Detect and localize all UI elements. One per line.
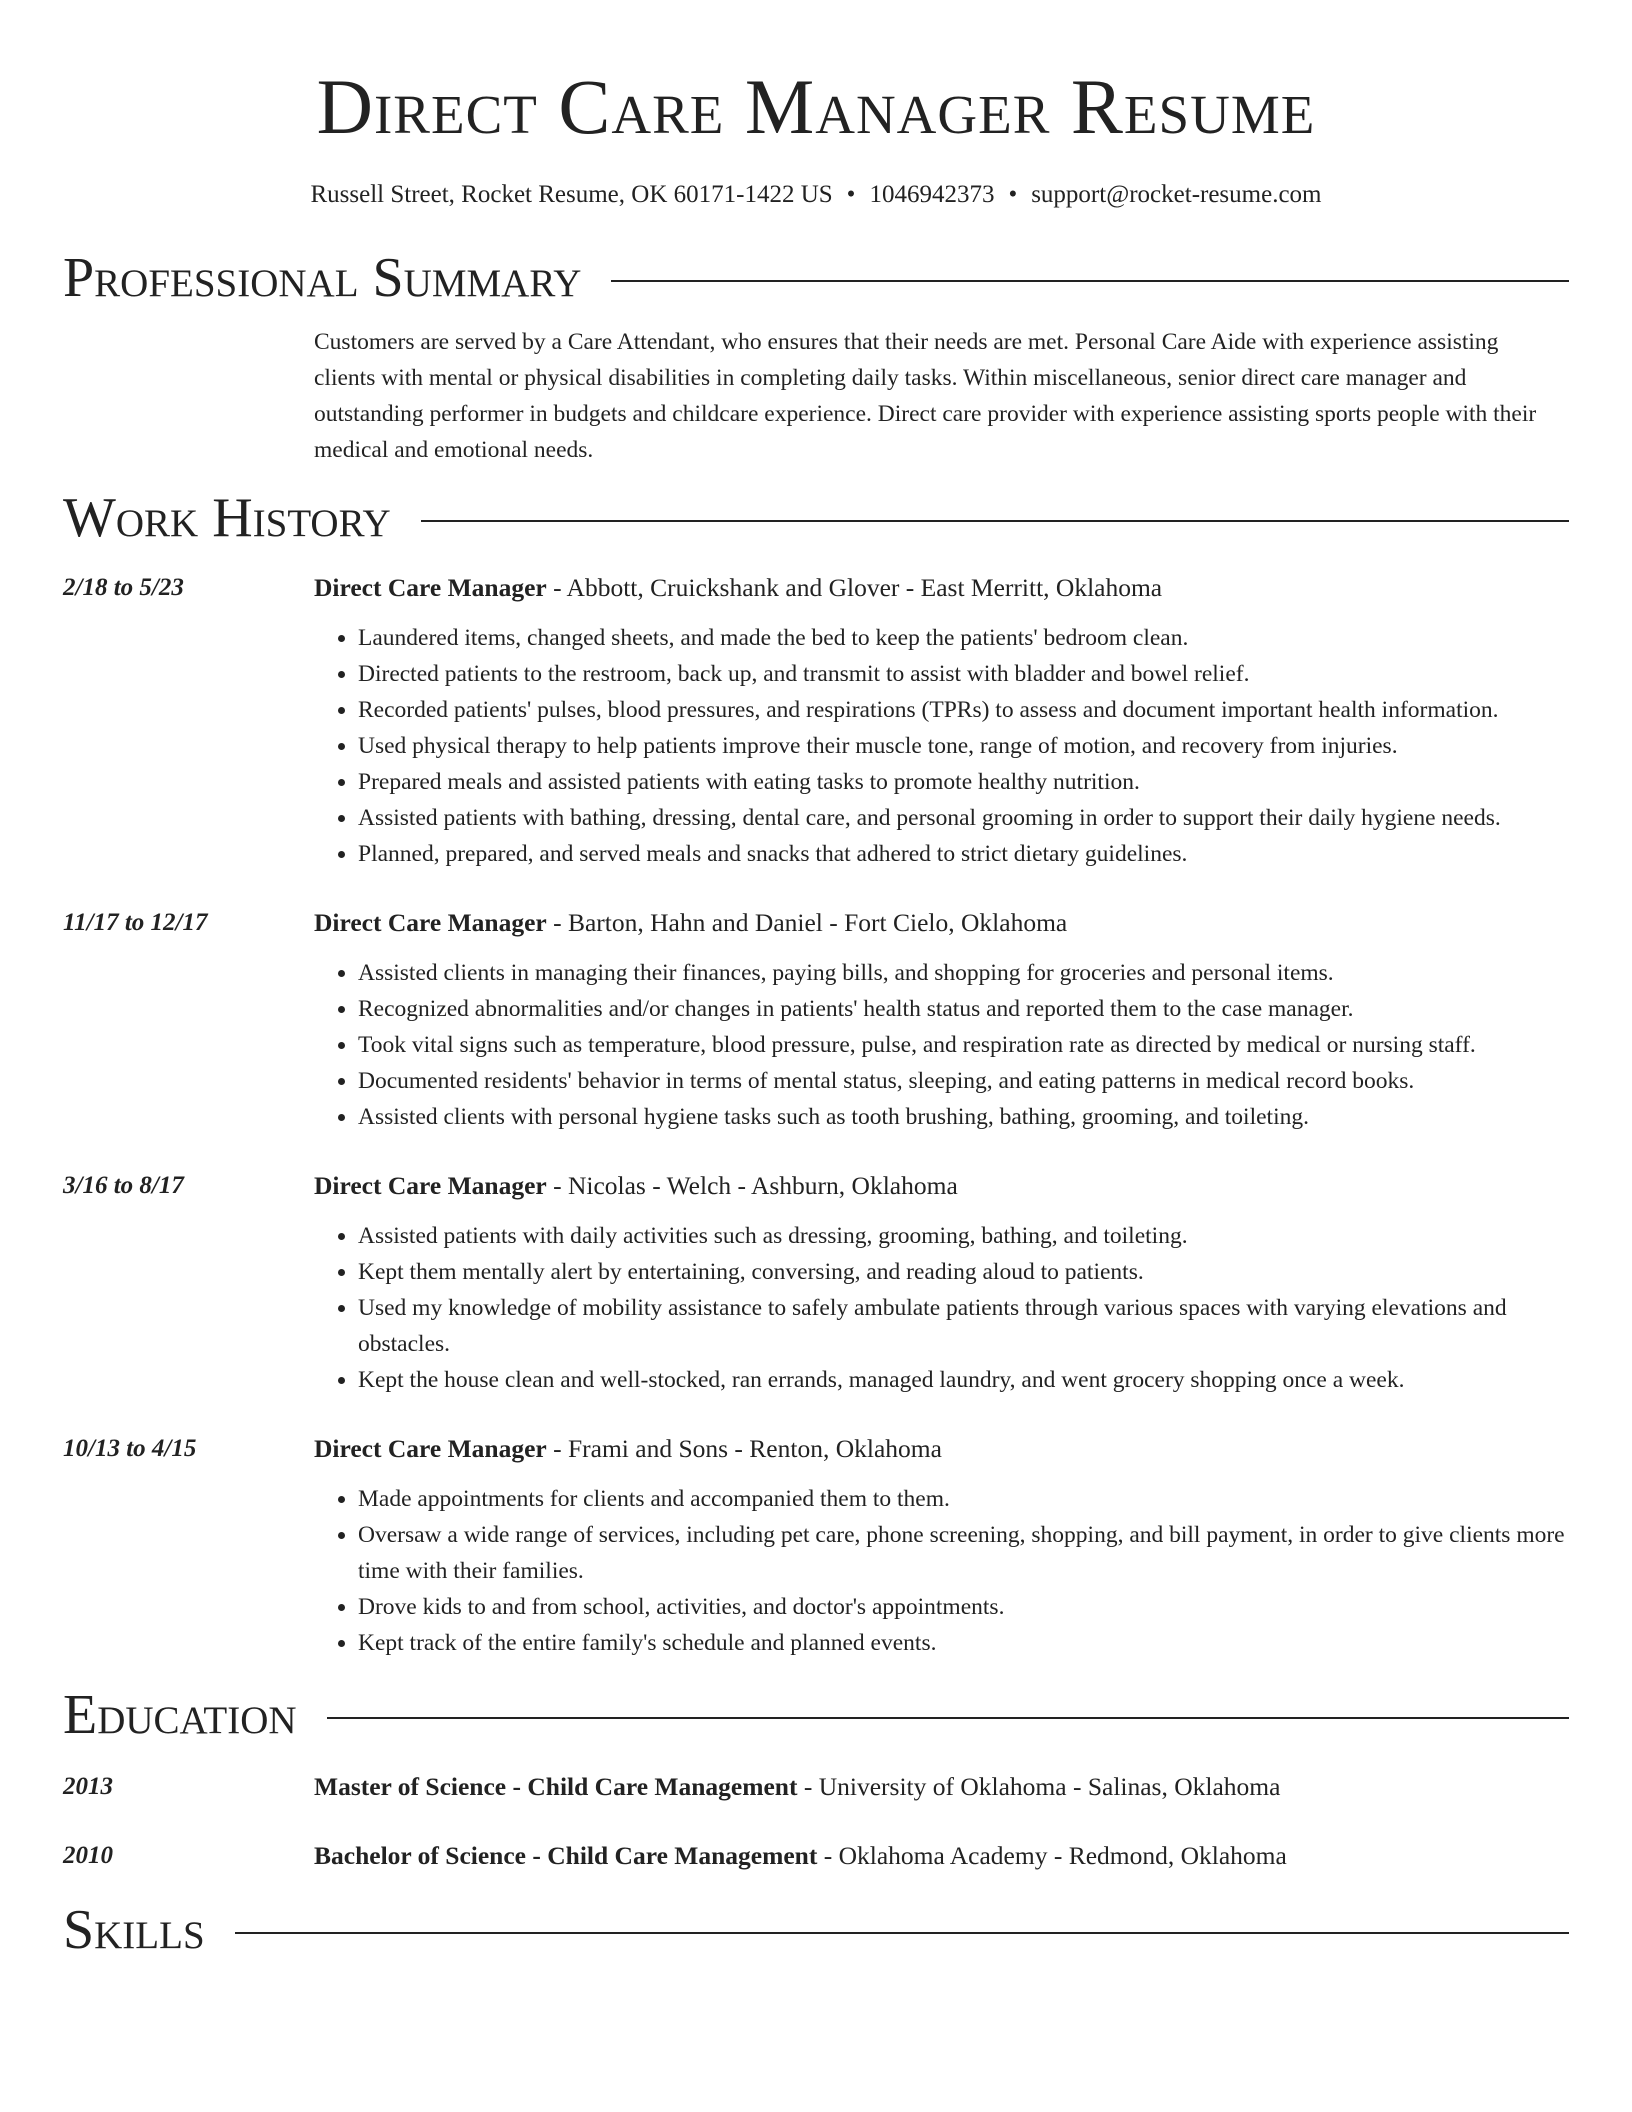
- resume-title: Direct Care Manager Resume: [316, 63, 1316, 150]
- job-body: [314, 1168, 1569, 1398]
- job-bullets: [314, 620, 1569, 872]
- job-headline: [314, 905, 1569, 941]
- contact-separator: •: [1008, 181, 1018, 208]
- summary-heading: [63, 246, 1569, 310]
- job-dates: 3/16 to 8/17: [63, 1172, 184, 1199]
- job-bullet: • Kept the house clean and well-stocked, ran errands, managed laundry, and went grocery shopping once a week.: [358, 1362, 1569, 1398]
- work-history-heading-text: Work History: [63, 487, 391, 549]
- job-bullets: [314, 955, 1569, 1135]
- job-body: [314, 905, 1569, 1135]
- job-body: [314, 570, 1569, 872]
- job-bullets: [314, 1481, 1569, 1661]
- contact-email[interactable]: support@rocket-resume.com: [1031, 181, 1322, 208]
- education-heading-text: Education: [63, 1684, 297, 1746]
- job-bullet: • Assisted patients with daily activities such as dressing, grooming, bathing, and toileting.: [358, 1218, 1569, 1254]
- job-dates: 11/17 to 12/17: [63, 909, 208, 936]
- job-details: - Abbott, Cruickshank and Glover - East Merritt, Oklahoma: [546, 573, 1163, 602]
- job-bullet: • Planned, prepared, and served meals and snacks that adhered to strict dietary guidelines.: [358, 836, 1569, 872]
- job-headline: [314, 570, 1569, 606]
- section-divider: [611, 280, 1569, 282]
- education-year: 2013: [63, 1773, 113, 1800]
- job-bullet: • Kept them mentally alert by entertaining, conversing, and reading aloud to patients.: [358, 1254, 1569, 1290]
- job-title: Direct Care Manager: [314, 1434, 547, 1463]
- contact-line: [63, 178, 1569, 212]
- education-degree: Master of Science - Child Care Management: [314, 1772, 798, 1801]
- work-history-heading: [63, 486, 1569, 550]
- job-bullet: • Drove kids to and from school, activities, and doctor's appointments.: [358, 1589, 1569, 1625]
- contact-address: Russell Street, Rocket Resume, OK 60171-1422 US: [310, 181, 833, 208]
- education-headline: [314, 1838, 1569, 1874]
- job-title: Direct Care Manager: [314, 908, 547, 937]
- job-body: [314, 1431, 1569, 1661]
- job-bullet: • Assisted patients with bathing, dressing, dental care, and personal grooming in order to support their daily hygiene needs.: [358, 800, 1569, 836]
- contact-separator: •: [846, 181, 856, 208]
- job-entry: [63, 1168, 1569, 1398]
- education-body: [314, 1769, 1569, 1805]
- education-details: - University of Oklahoma - Salinas, Oklahoma: [797, 1772, 1281, 1801]
- contact-phone: 1046942373: [869, 181, 995, 208]
- job-bullet: • Kept track of the entire family's schedule and planned events.: [358, 1625, 1569, 1661]
- job-bullet: • Documented residents' behavior in terms of mental status, sleeping, and eating patterns in medical record books.: [358, 1063, 1569, 1099]
- job-bullet: • Assisted clients in managing their finances, paying bills, and shopping for groceries and personal items.: [358, 955, 1569, 991]
- job-bullet: • Made appointments for clients and accompanied them to them.: [358, 1481, 1569, 1517]
- job-bullet: • Directed patients to the restroom, back up, and transmit to assist with bladder and bowel relief.: [358, 656, 1569, 692]
- skills-heading-text: Skills: [63, 1899, 205, 1961]
- summary-heading-text: Professional Summary: [63, 247, 582, 309]
- education-body: [314, 1838, 1569, 1874]
- job-bullet: • Prepared meals and assisted patients with eating tasks to promote healthy nutrition.: [358, 764, 1569, 800]
- job-bullet: • Assisted clients with personal hygiene tasks such as tooth brushing, bathing, grooming, and toileting.: [358, 1099, 1569, 1135]
- education-entry: [63, 1838, 1569, 1874]
- section-divider: [327, 1717, 1569, 1719]
- job-bullet: • Used physical therapy to help patients improve their muscle tone, range of motion, and recovery from injuries.: [358, 728, 1569, 764]
- job-entry: [63, 570, 1569, 872]
- job-bullet: • Recognized abnormalities and/or changes in patients' health status and reported them to the case manager.: [358, 991, 1569, 1027]
- job-dates: 10/13 to 4/15: [63, 1435, 197, 1462]
- job-bullet: • Laundered items, changed sheets, and made the bed to keep the patients' bedroom clean.: [358, 620, 1569, 656]
- job-bullet: • Oversaw a wide range of services, including pet care, phone screening, shopping, and bill payment, in order to give clients more time with their families.: [358, 1517, 1569, 1589]
- education-entry: [63, 1769, 1569, 1805]
- section-divider: [421, 520, 1569, 522]
- job-title: Direct Care Manager: [314, 573, 547, 602]
- job-details: - Nicolas - Welch - Ashburn, Oklahoma: [546, 1171, 958, 1200]
- education-headline: [314, 1769, 1569, 1805]
- job-details: - Barton, Hahn and Daniel - Fort Cielo, Oklahoma: [546, 908, 1068, 937]
- job-bullets: [314, 1218, 1569, 1398]
- job-bullet: • Took vital signs such as temperature, blood pressure, pulse, and respiration rate as directed by medical or nursing staff.: [358, 1027, 1569, 1063]
- job-headline: [314, 1168, 1569, 1204]
- education-year: 2010: [63, 1842, 113, 1869]
- education-degree: Bachelor of Science - Child Care Management: [314, 1841, 818, 1870]
- job-dates: 2/18 to 5/23: [63, 574, 184, 601]
- job-entry: [63, 1431, 1569, 1661]
- education-details: - Oklahoma Academy - Redmond, Oklahoma: [817, 1841, 1287, 1870]
- job-bullet: • Recorded patients' pulses, blood pressures, and respirations (TPRs) to assess and document important health information.: [358, 692, 1569, 728]
- job-details: - Frami and Sons - Renton, Oklahoma: [546, 1434, 942, 1463]
- education-heading: [63, 1683, 1569, 1747]
- resume-page: [63, 0, 1569, 1962]
- skills-heading: [63, 1898, 1569, 1962]
- section-divider: [235, 1932, 1569, 1934]
- job-bullet: • Used my knowledge of mobility assistance to safely ambulate patients through various spaces with varying elevations and obstacles.: [358, 1290, 1569, 1362]
- job-title: Direct Care Manager: [314, 1171, 547, 1200]
- job-entry: [63, 905, 1569, 1135]
- summary-text: Customers are served by a Care Attendant, who ensures that their needs are met. Personal Care Aide with experience assisting clients with mental or physical disabilities in completing daily tasks. Within miscellaneous, senior direct care manager and outstanding performer in budgets and childcare experience. Direct care provider with experience assisting sports people with their medical and emotional needs.: [314, 329, 1537, 463]
- job-headline: [314, 1431, 1569, 1467]
